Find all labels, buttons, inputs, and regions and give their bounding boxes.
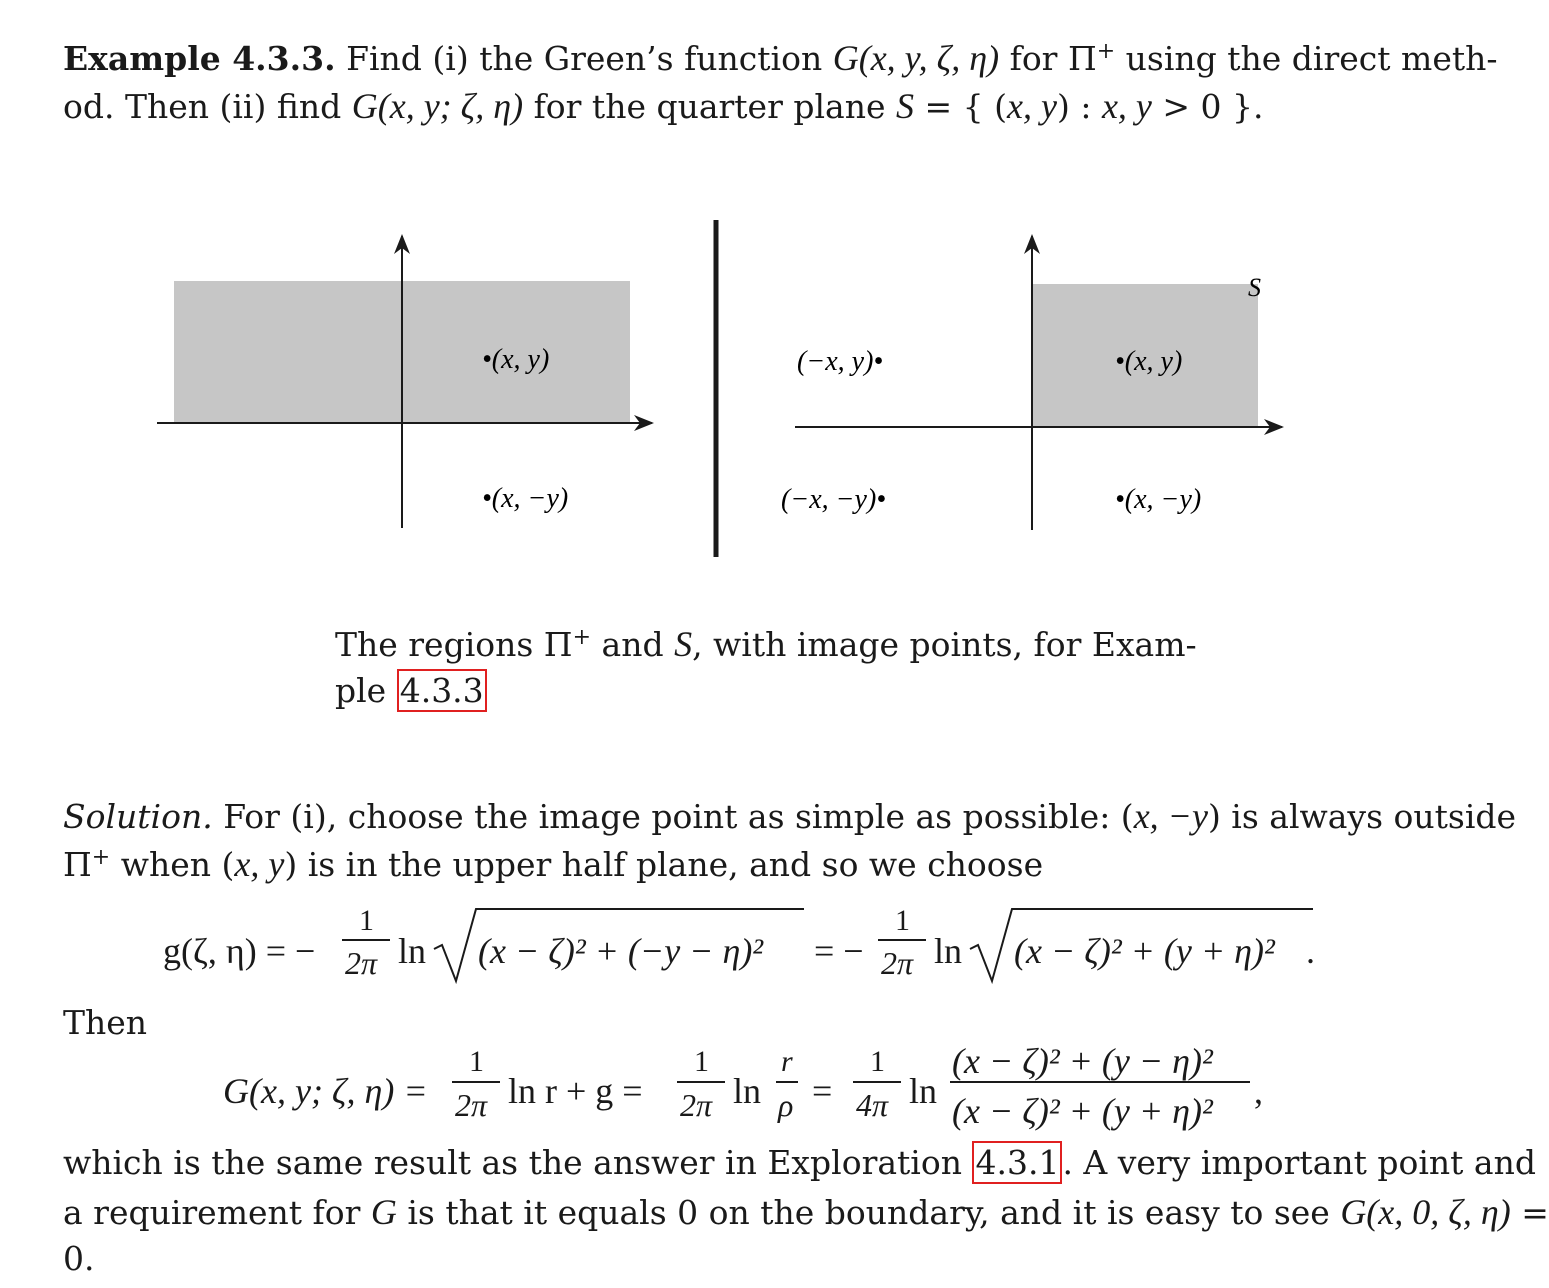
- frac-num: 1: [895, 904, 910, 937]
- text: , with image points, for Exam-: [692, 625, 1197, 664]
- point-label: (−x, −y)•: [781, 484, 887, 515]
- frac-den: 4π: [856, 1087, 889, 1123]
- math-green-function: G(x, y, ζ, η): [832, 38, 1000, 78]
- fraction-bar: [878, 939, 926, 941]
- radicand: (x − ζ)² + (y + η)²: [1014, 931, 1275, 971]
- frac-num: 1: [469, 1045, 484, 1078]
- figure-caption-line-2: [335, 671, 487, 710]
- text: =: [1510, 1193, 1549, 1232]
- math-G: G: [370, 1192, 397, 1232]
- frac-num: 1: [359, 904, 374, 937]
- text: = { (: [913, 87, 1007, 126]
- fraction-bar: [853, 1081, 901, 1083]
- ln-text: ln: [398, 931, 427, 971]
- math-s: S: [895, 86, 914, 126]
- superscript: +: [91, 845, 111, 870]
- text: using the direct meth-: [1115, 39, 1498, 78]
- fraction-bar: [776, 1081, 798, 1083]
- region-label-s: S: [1248, 273, 1261, 302]
- frac-num: 1: [694, 1045, 709, 1078]
- text: is that it equals 0 on the boundary, and it is easy to see: [396, 1193, 1341, 1232]
- eq-lhs: g(ζ, η) = −: [163, 931, 316, 971]
- text: ) :: [1056, 87, 1102, 126]
- superscript: +: [572, 625, 592, 650]
- figure-caption-line-1: [335, 626, 1197, 662]
- then-text: Then: [63, 1003, 148, 1042]
- closing-line-3: 0.: [63, 1239, 95, 1278]
- example-label: Example 4.3.3.: [63, 39, 336, 78]
- ln-text: ln: [733, 1071, 762, 1111]
- ln-text: ln: [909, 1071, 938, 1111]
- text: Π: [63, 845, 92, 884]
- eq-end: ,: [1254, 1071, 1263, 1111]
- text: and: [591, 625, 675, 664]
- frac-den: 2π: [680, 1087, 713, 1123]
- figure-image-regions: [0, 0, 1534, 600]
- text: ) is in the upper half plane, and so we choose: [284, 845, 1044, 884]
- point-label: •(x, y): [482, 344, 550, 375]
- text: For (i), choose the image point as simple as possible: (: [212, 797, 1134, 836]
- text: > 0 }.: [1151, 87, 1264, 126]
- math-xy: x, y: [1006, 86, 1057, 126]
- fraction-bar: [452, 1081, 500, 1083]
- frac-den: 2π: [345, 945, 378, 981]
- ln-text: ln: [934, 931, 963, 971]
- text: when (: [110, 845, 235, 884]
- math-green-function: G(x, y; ζ, η): [351, 86, 524, 126]
- text: The regions Π: [335, 625, 573, 664]
- math-xy: x, y: [1101, 86, 1152, 126]
- frac-den: 2π: [455, 1087, 488, 1123]
- eq-term: ln r + g =: [508, 1071, 643, 1111]
- closing-line-2: [63, 1194, 1549, 1230]
- text: od. Then (ii) find: [63, 87, 352, 126]
- eq-equals: = −: [814, 931, 864, 971]
- frac-num: r: [781, 1045, 793, 1078]
- text: ) is always outside: [1207, 797, 1517, 836]
- radicand: (x − ζ)² + (−y − η)²: [478, 931, 764, 971]
- text: . A very important point and: [1062, 1143, 1536, 1182]
- text: Find (i) the Green’s function: [346, 39, 833, 78]
- eq-lhs: G(x, y; ζ, η) =: [223, 1071, 428, 1111]
- math-s: S: [674, 624, 693, 664]
- superscript: +: [1096, 39, 1116, 64]
- solution-line-1: [63, 798, 1516, 834]
- fraction-bar: [950, 1081, 1250, 1083]
- closing-line-1: [63, 1143, 1536, 1182]
- solution-line-2: [63, 846, 1043, 882]
- solution-label: Solution.: [63, 797, 213, 836]
- point-label: •(x, −y): [482, 483, 569, 514]
- math-G-boundary: G(x, 0, ζ, η): [1340, 1192, 1511, 1232]
- fraction-bar: [342, 939, 390, 941]
- point-label: (−x, y)•: [797, 346, 884, 377]
- frac-num: 1: [870, 1045, 885, 1078]
- math-xy: x, y: [234, 844, 285, 884]
- eq-equals: =: [812, 1071, 833, 1111]
- frac-num: (x − ζ)² + (y − η)²: [952, 1041, 1213, 1081]
- text: a requirement for: [63, 1193, 371, 1232]
- example-ref-link[interactable]: 4.3.3: [397, 669, 487, 712]
- text: for the quarter plane: [523, 87, 896, 126]
- frac-den: ρ: [778, 1087, 794, 1123]
- frac-den: (x − ζ)² + (y + η)²: [952, 1091, 1213, 1131]
- text: for Π: [999, 39, 1097, 78]
- text: which is the same result as the answer in Exploration: [63, 1143, 973, 1182]
- point-label: •(x, y): [1115, 346, 1183, 377]
- text: ple: [335, 671, 397, 710]
- fraction-bar: [677, 1081, 725, 1083]
- point-label: •(x, −y): [1115, 484, 1202, 515]
- frac-den: 2π: [881, 945, 914, 981]
- exploration-ref-link[interactable]: 4.3.1: [972, 1141, 1062, 1184]
- math-image-point: x, −y: [1133, 796, 1208, 836]
- eq-end: .: [1306, 931, 1315, 971]
